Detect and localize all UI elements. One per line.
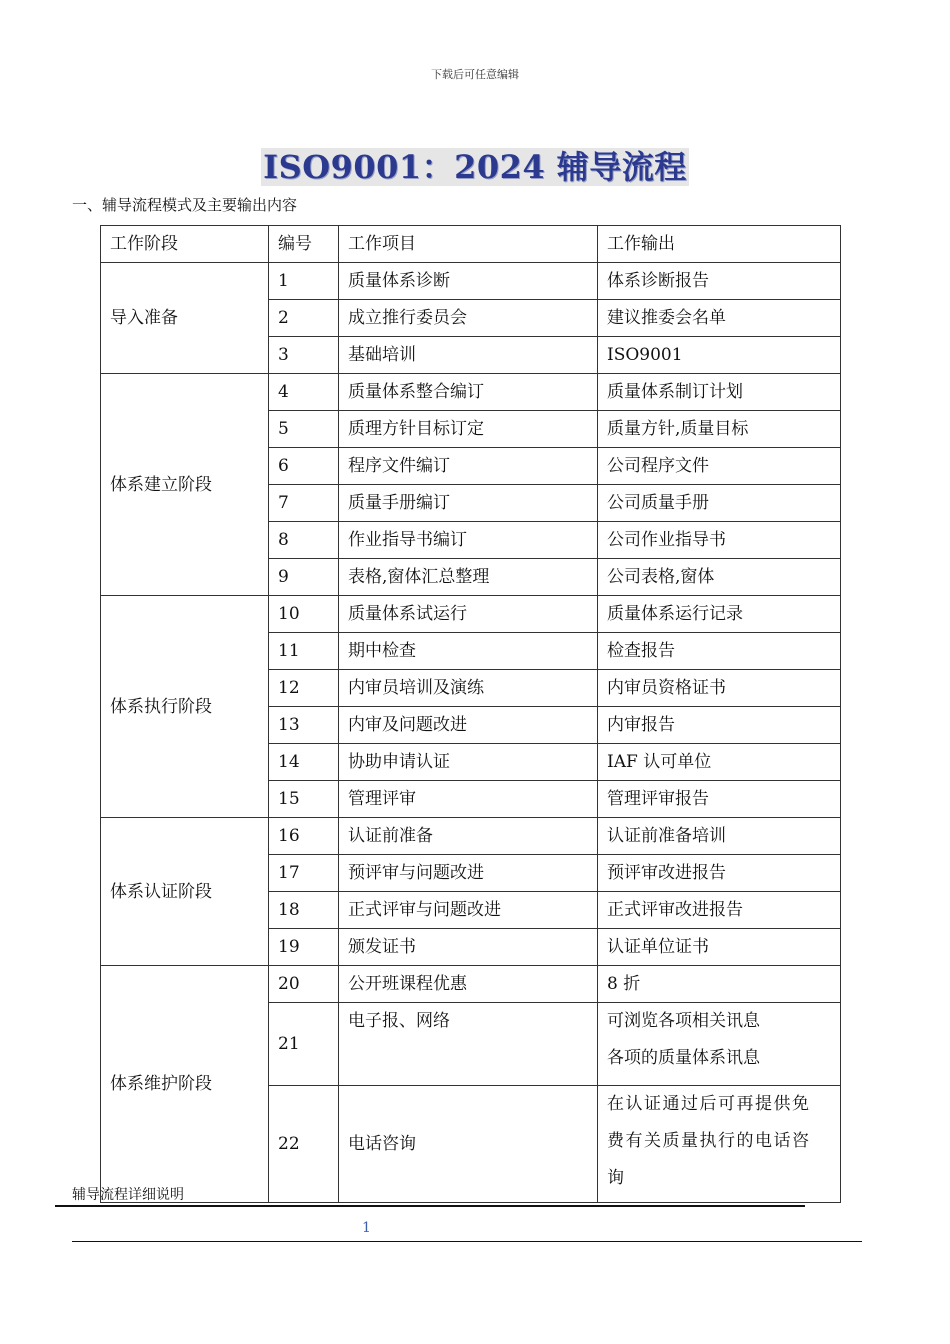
output-cell: 质量体系运行记录 xyxy=(598,596,841,633)
number-cell: 10 xyxy=(269,596,339,633)
output-cell: 认证前准备培训 xyxy=(598,818,841,855)
item-cell: 质量体系试运行 xyxy=(339,596,598,633)
item-cell: 程序文件编订 xyxy=(339,448,598,485)
item-cell: 内审员培训及演练 xyxy=(339,670,598,707)
number-cell: 4 xyxy=(269,374,339,411)
table-row xyxy=(101,818,841,855)
output-cell xyxy=(598,1003,841,1086)
output-cell: 内审报告 xyxy=(598,707,841,744)
number-cell: 1 xyxy=(269,263,339,300)
table-row xyxy=(101,966,841,1003)
item-cell: 电话咨询 xyxy=(339,1086,598,1203)
output-line: 各项的质量体系讯息 xyxy=(607,1048,760,1068)
output-cell: 内审员资格证书 xyxy=(598,670,841,707)
table-row xyxy=(101,263,841,300)
item-cell: 期中检查 xyxy=(339,633,598,670)
page-title xyxy=(0,142,950,188)
output-cell: 8 折 xyxy=(598,966,841,1003)
page-number: 1 xyxy=(362,1220,371,1236)
number-cell: 17 xyxy=(269,855,339,892)
stage-cell: 体系认证阶段 xyxy=(101,818,269,966)
item-cell: 内审及问题改进 xyxy=(339,707,598,744)
output-cell: 建议推委会名单 xyxy=(598,300,841,337)
header-stage: 工作阶段 xyxy=(101,226,269,263)
item-cell: 认证前准备 xyxy=(339,818,598,855)
output-cell: 正式评审改进报告 xyxy=(598,892,841,929)
number-cell: 14 xyxy=(269,744,339,781)
header-item: 工作项目 xyxy=(339,226,598,263)
item-cell: 作业指导书编订 xyxy=(339,522,598,559)
number-cell: 19 xyxy=(269,929,339,966)
item-cell: 协助申请认证 xyxy=(339,744,598,781)
stage-cell: 体系建立阶段 xyxy=(101,374,269,596)
output-cell: 质量方针,质量目标 xyxy=(598,411,841,448)
item-cell: 质理方针目标订定 xyxy=(339,411,598,448)
number-cell: 11 xyxy=(269,633,339,670)
item-cell: 基础培训 xyxy=(339,337,598,374)
number-cell: 2 xyxy=(269,300,339,337)
output-cell: 认证单位证书 xyxy=(598,929,841,966)
item-cell: 颁发证书 xyxy=(339,929,598,966)
output-cell: 管理评审报告 xyxy=(598,781,841,818)
output-cell xyxy=(598,1086,841,1203)
output-cell: IAF 认可单位 xyxy=(598,744,841,781)
output-line: 可浏览各项相关讯息 xyxy=(607,1011,760,1031)
header-note: 下载后可任意编辑 xyxy=(431,68,519,81)
header-output: 工作输出 xyxy=(598,226,841,263)
number-cell: 12 xyxy=(269,670,339,707)
footer-text: 辅导流程详细说明 xyxy=(72,1187,184,1203)
number-cell: 9 xyxy=(269,559,339,596)
table-header-row xyxy=(101,226,841,263)
number-cell: 5 xyxy=(269,411,339,448)
output-cell: ISO9001 xyxy=(598,337,841,374)
divider-line xyxy=(55,1205,805,1207)
table-row xyxy=(101,596,841,633)
number-cell: 18 xyxy=(269,892,339,929)
stage-cell: 导入准备 xyxy=(101,263,269,374)
output-line: 费有关质量执行的电话咨 xyxy=(607,1131,811,1151)
item-cell: 预评审与问题改进 xyxy=(339,855,598,892)
item-cell: 质量手册编订 xyxy=(339,485,598,522)
header-number: 编号 xyxy=(269,226,339,263)
footer-line xyxy=(72,1241,862,1242)
item-cell: 管理评审 xyxy=(339,781,598,818)
number-cell: 3 xyxy=(269,337,339,374)
number-cell: 21 xyxy=(269,1003,339,1086)
number-cell: 15 xyxy=(269,781,339,818)
item-cell: 电子报、网络 xyxy=(339,1003,598,1086)
item-cell: 质量体系整合编订 xyxy=(339,374,598,411)
table-row xyxy=(101,374,841,411)
flow-table xyxy=(100,225,841,1203)
number-cell: 13 xyxy=(269,707,339,744)
output-cell: 质量体系制订计划 xyxy=(598,374,841,411)
item-cell: 公开班课程优惠 xyxy=(339,966,598,1003)
output-cell: 预评审改进报告 xyxy=(598,855,841,892)
output-cell: 公司作业指导书 xyxy=(598,522,841,559)
number-cell: 16 xyxy=(269,818,339,855)
number-cell: 8 xyxy=(269,522,339,559)
output-cell: 公司表格,窗体 xyxy=(598,559,841,596)
output-cell: 公司程序文件 xyxy=(598,448,841,485)
item-cell: 成立推行委员会 xyxy=(339,300,598,337)
item-cell: 正式评审与问题改进 xyxy=(339,892,598,929)
section-heading: 一、辅导流程模式及主要输出内容 xyxy=(72,196,298,214)
item-cell: 质量体系诊断 xyxy=(339,263,598,300)
output-cell: 检查报告 xyxy=(598,633,841,670)
number-cell: 22 xyxy=(269,1086,339,1203)
stage-cell: 体系执行阶段 xyxy=(101,596,269,818)
output-line: 询 xyxy=(607,1168,626,1188)
number-cell: 7 xyxy=(269,485,339,522)
stage-cell: 体系维护阶段 xyxy=(101,966,269,1203)
output-line: 在认证通过后可再提供免 xyxy=(607,1094,811,1114)
number-cell: 20 xyxy=(269,966,339,1003)
output-cell: 体系诊断报告 xyxy=(598,263,841,300)
number-cell: 6 xyxy=(269,448,339,485)
page-title-text: ISO9001：2024 辅导流程 xyxy=(263,148,687,186)
output-cell: 公司质量手册 xyxy=(598,485,841,522)
item-cell: 表格,窗体汇总整理 xyxy=(339,559,598,596)
